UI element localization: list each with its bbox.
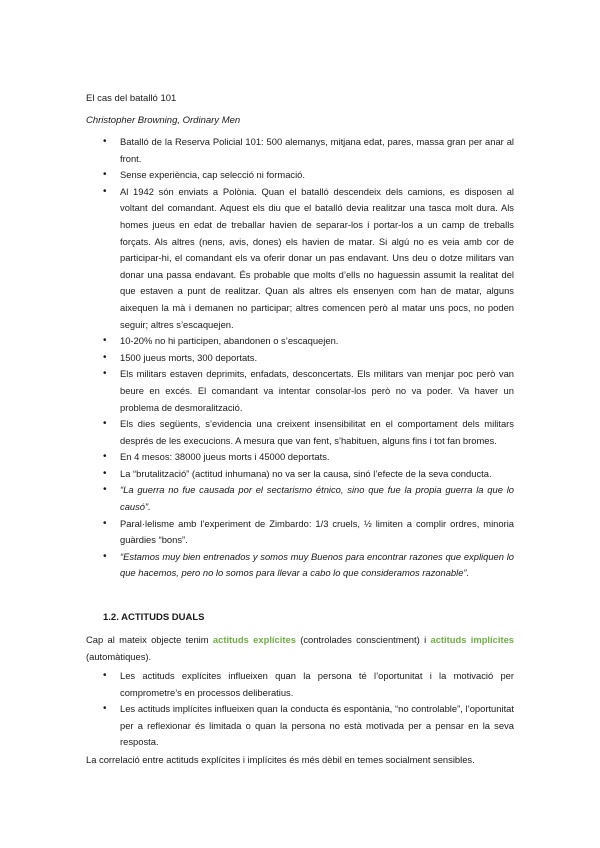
section-heading: 1.2. ACTITUDS DUALS: [103, 612, 205, 623]
list-item: • En 4 mesos: 38000 jueus morts i 45000 deportats.: [120, 449, 514, 466]
document-title: El cas del batalló 101: [86, 93, 177, 104]
explicit-attitudes-term: actituds explícites: [212, 634, 296, 645]
list-item: • “La guerra no fue causada por el sectarismo étnico, sino que fue la propia guerra la que lo causó”.: [120, 482, 514, 515]
list-item: • Batalló de la Reserva Policial 101: 500 alemanys, mitjana edat, pares, massa gran per anar al front.: [120, 134, 514, 167]
list-item: • Els militars estaven deprimits, enfadats, desconcertats. Els militars van menjar poc però van beure en excés. El comandant va intentar consolar-los però no va poder. Va haver un problema de desmoralització.: [120, 366, 514, 416]
list-item: • Paral·lelisme amb l’experiment de Zimbardo: 1/3 cruels, ½ limiten a complir ordres, minoria guàrdies “bons”.: [120, 516, 514, 549]
list-item: • Sense experiència, cap selecció ni formació.: [120, 167, 514, 184]
section-intro: [86, 632, 514, 665]
list-item: • “Estamos muy bien entrenados y somos muy Buenos para encontrar razones que expliquen lo que hacemos, pero no lo somos para llevar a cabo lo que consideramos razonable”.: [120, 549, 514, 582]
document-subtitle: Christopher Browning, Ordinary Men: [86, 115, 241, 126]
case-bullet-list: [120, 134, 514, 582]
list-item: • Els dies següents, s’evidencia una creixent insensibilitat en el comportament dels militars després de les execucions. A mesura que van fent, s’habituen, alguns fins i tot fan bromes.: [120, 416, 514, 449]
intro-text: (controlades conscientment) i: [295, 634, 431, 645]
list-item: • 10-20% no hi participen, abandonen o s’escaquejen.: [120, 333, 514, 350]
list-item: • Al 1942 són enviats a Polònia. Quan el batalló descendeix dels camions, es disposen al voltant del comandant. Aquest els diu que el batalló devia realitzar una tasca molt dura. Als homes jueus en edat de treballar havien de separar-los i portar-los a un camp de treballs forçats. Als altres (nens, avis, dones) els havien de matar. Si algú no es veia amb cor de participar-hi, el comandant els va oferir donar un pas endavant. Uns deu o dotze militars van donar una passa endavant. És probable que molts d’ells no haguessin assumit la realitat del que estaven a punt de realitzar. Quan als altres els ensenyen com han de matar, alguns aixequen la mà i demanen no participar; altres comencen però al matar uns pocs, no poden seguir; altres s’escaquejen.: [120, 184, 514, 333]
list-item: • La “brutalització” (actitud inhumana) no va ser la causa, sinó l’efecte de la seva conducta.: [120, 466, 514, 483]
intro-text: (automàtiques).: [86, 650, 152, 662]
closing-paragraph: La correlació entre actituds explícites i implícites és més dèbil en temes socialment sensibles.: [86, 754, 475, 765]
list-item: • 1500 jueus morts, 300 deportats.: [120, 350, 514, 367]
implicit-attitudes-term: actituds implícites: [430, 634, 515, 645]
attitudes-bullet-list: [120, 668, 514, 751]
intro-text: Cap al mateix objecte tenim: [86, 634, 213, 645]
list-item: • Les actituds explícites influeixen quan la persona té l’oportunitat i la motivació per comprometre’s en processos deliberatius.: [120, 668, 514, 701]
list-item: • Les actituds implícites influeixen quan la conducta és espontània, “no controlable”, l’oportunitat per a reflexionar és limitada o quan la persona no està motivada per a pensar en la seva resposta.: [120, 701, 514, 751]
